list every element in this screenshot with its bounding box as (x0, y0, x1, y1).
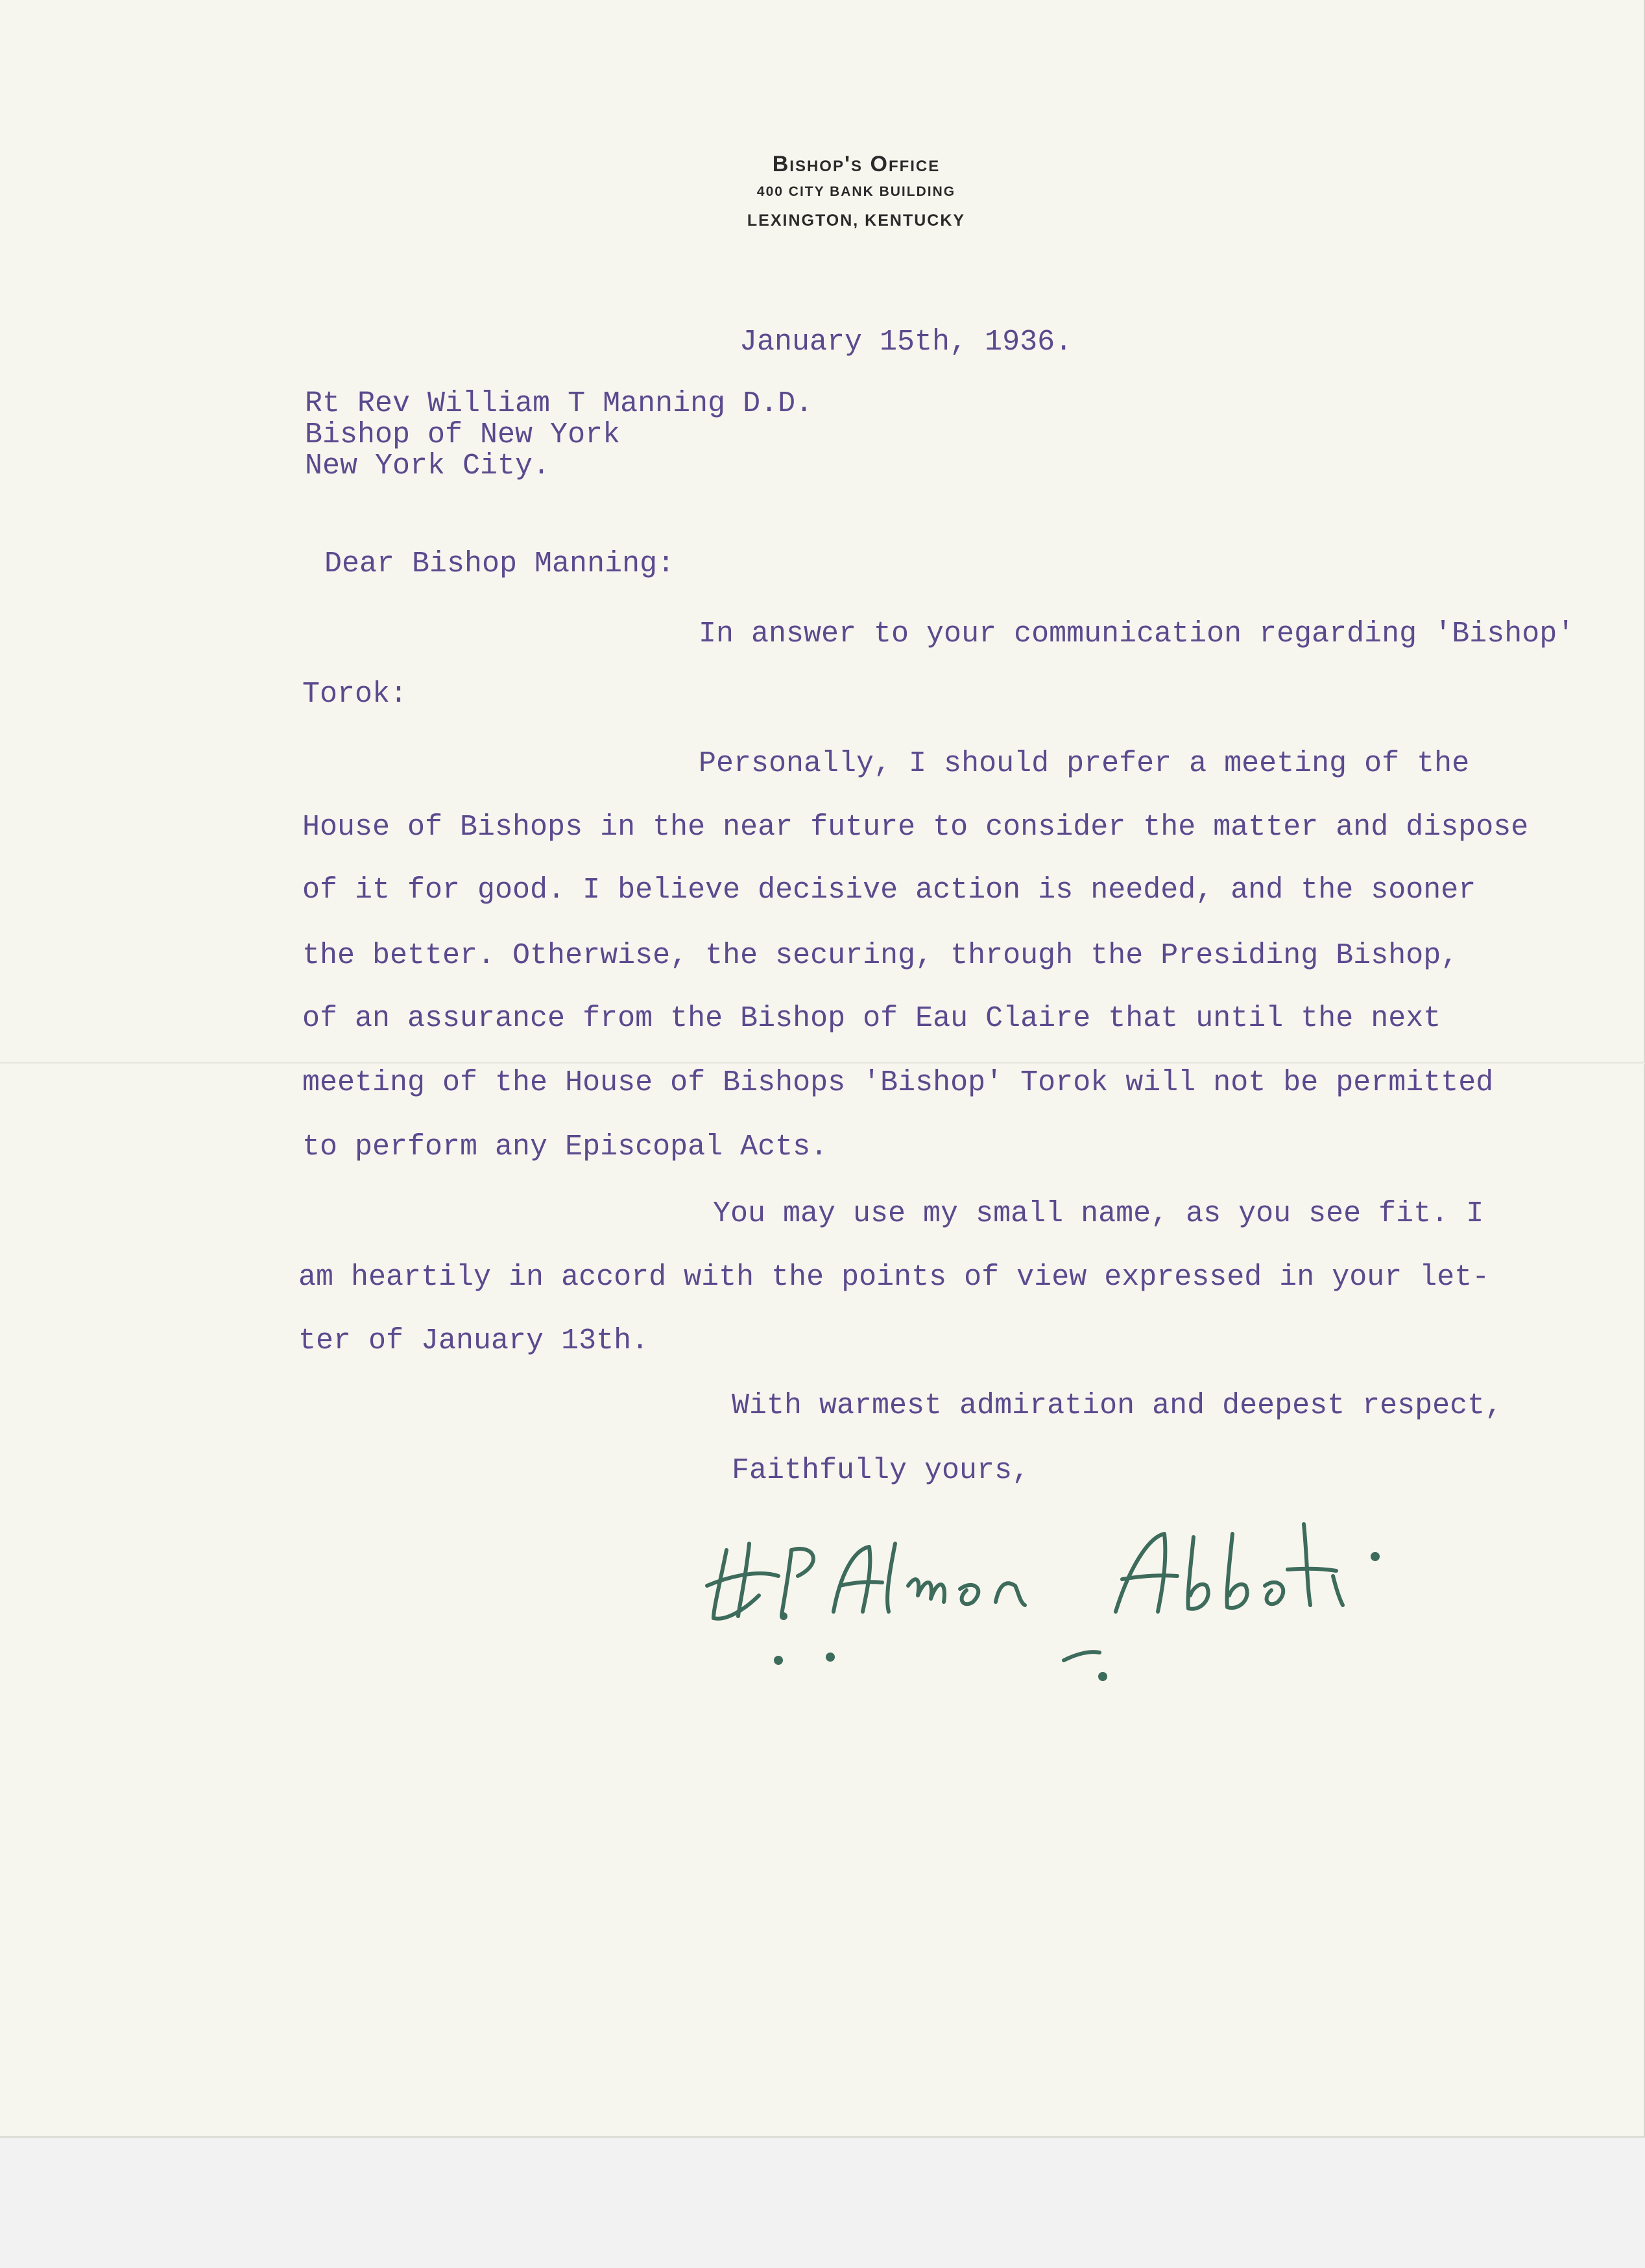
letterhead-city: LEXINGTON, KENTUCKY (747, 211, 966, 230)
letterhead-title: Bishop's Office (772, 152, 941, 176)
body-line: of it for good. I believe decisive action is needed, and the sooner (302, 874, 1476, 907)
body-line: of an assurance from the Bishop of Eau Claire that until the next (302, 1002, 1441, 1035)
body-line: ter of January 13th. (298, 1324, 649, 1357)
body-line: House of Bishops in the near future to consider the matter and dispose (302, 811, 1529, 844)
body-line: You may use my small name, as you see fit. I (713, 1197, 1484, 1230)
body-line: Torok: (302, 678, 408, 711)
body-line: In answer to your communication regarding 'Bishop' (699, 617, 1575, 651)
body-line: the better. Otherwise, the securing, through the Presiding Bishop, (302, 939, 1459, 972)
closing-signoff: Faithfully yours, (732, 1454, 1030, 1487)
body-line: am heartily in accord with the points of view expressed in your let- (298, 1261, 1490, 1294)
letter-date: January 15th, 1936. (739, 326, 1073, 359)
recipient-line-3: New York City. (305, 449, 551, 483)
body-line: to perform any Episcopal Acts. (302, 1130, 828, 1164)
salutation: Dear Bishop Manning: (324, 547, 675, 580)
recipient-line-1: Rt Rev William T Manning D.D. (305, 387, 813, 420)
page-fold (0, 1062, 1645, 1064)
body-line: meeting of the House of Bishops 'Bishop' Torok will not be permitted (302, 1066, 1494, 1099)
body-line: Personally, I should prefer a meeting of the (699, 747, 1470, 780)
scan-background (0, 2138, 1645, 2268)
recipient-line-2: Bishop of New York (305, 418, 621, 451)
handwritten-signature (701, 1472, 1479, 1686)
letterhead-address: 400 CITY BANK BUILDING (756, 184, 956, 199)
closing-line: With warmest admiration and deepest respect, (732, 1389, 1503, 1422)
